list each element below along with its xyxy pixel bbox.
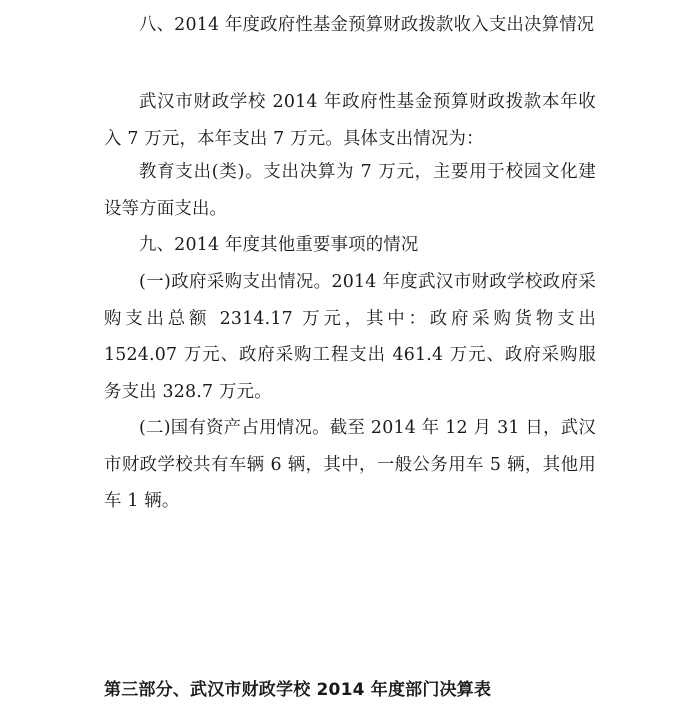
- section-8-detail: 教育支出(类)。支出决算为 7 万元，主要用于校园文化建设等方面支出。: [104, 162, 596, 219]
- section-9-heading: 九、2014 年度其他重要事项的情况: [139, 235, 419, 255]
- procurement-paragraph: (一)政府采购支出情况。2014 年度武汉市财政学校政府采购支出总额 2314.17 万元，其中：政府采购货物支出 1524.07 万元、政府采购工程支出 461.4 万元、政府采购服务支出 328.7 万元。: [104, 272, 596, 402]
- section-8-summary: 武汉市财政学校 2014 年政府性基金预算财政拨款本年收入 7 万元，本年支出 7 万元。具体支出情况为：: [104, 92, 596, 149]
- part-3-heading: 第三部分、武汉市财政学校 2014 年度部门决算表: [104, 680, 492, 700]
- state-assets-paragraph: (二)国有资产占用情况。截至 2014 年 12 月 31 日，武汉市财政学校共有车辆 6 辆，其中，一般公务用车 5 辆，其他用车 1 辆。: [104, 418, 596, 511]
- section-8-heading: 八、2014 年度政府性基金预算财政拨款收入支出决算情况: [139, 15, 595, 35]
